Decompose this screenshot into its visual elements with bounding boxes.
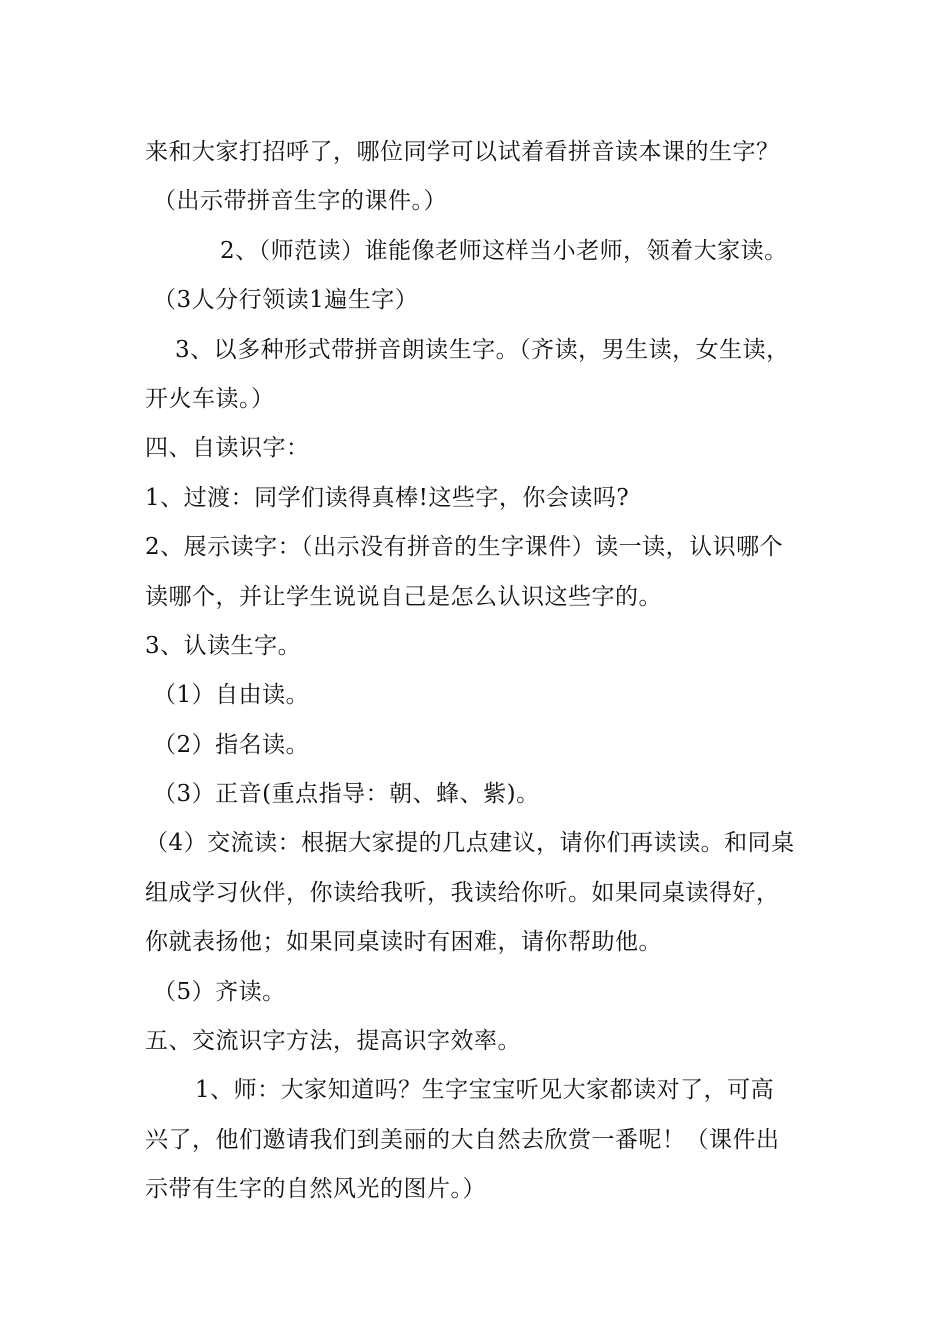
text-line: （5）齐读。 (153, 978, 286, 1005)
section-heading: 四、自读识字： (145, 435, 310, 462)
text-line: （4）交流读：根据大家提的几点建议，请你们再读读。和同桌 (145, 830, 795, 857)
text-line: 组成学习伙伴，你读给我听，我读给你听。如果同桌读得好， (145, 879, 780, 906)
text-line: 读哪个，并让学生说说自己是怎么认识这些字的。 (145, 583, 662, 610)
text-line: 2、（师范读）谁能像老师这样当小老师，领着大家读。 (220, 237, 788, 264)
text-line: 3、认读生字。 (145, 632, 302, 659)
text-line: （2）指名读。 (153, 731, 310, 758)
text-line: 开火车读。） (145, 385, 275, 412)
text-line: 兴了，他们邀请我们到美丽的大自然去欣赏一番呢！（课件出 (145, 1126, 780, 1153)
text-line: 3、以多种形式带拼音朗读生字。（齐读，男生读，女生读， (175, 336, 790, 363)
text-line: 1、师：大家知道吗？生字宝宝听见大家都读对了，可高 (195, 1077, 775, 1104)
section-heading: 五、交流识字方法，提高识字效率。 (145, 1028, 521, 1055)
text-line: （出示带拼音生字的课件。） (153, 188, 447, 215)
text-line: （1）自由读。 (153, 682, 310, 709)
text-line: 2、展示读字：（出示没有拼音的生字课件）读一读，认识哪个 (145, 534, 784, 561)
document-body (145, 128, 825, 1215)
text-line: 你就表扬他；如果同桌读时有困难，请你帮助他。 (145, 929, 662, 956)
text-line: 示带有生字的自然风光的图片。） (145, 1176, 486, 1203)
text-line: 1、过渡：同学们读得真棒!这些字，你会读吗? (145, 484, 630, 511)
text-line: 来和大家打招呼了，哪位同学可以试着看拼音读本课的生字？ (145, 139, 780, 165)
text-line: （3人分行领读1遍生字） (153, 287, 419, 314)
text-line: （3）正音(重点指导：朝、蜂、紫)。 (153, 781, 540, 808)
